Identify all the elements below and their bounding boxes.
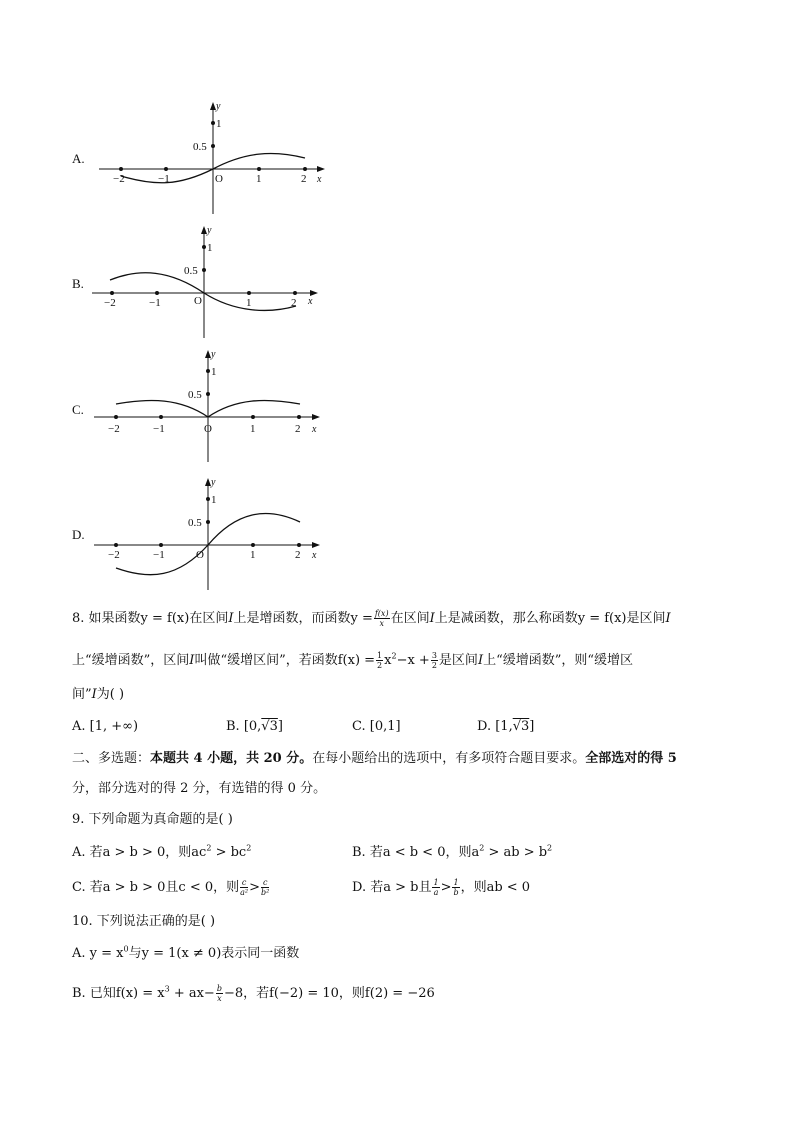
svg-text:−1: −1 [153,423,165,435]
x-tick-2: 2 [301,173,307,185]
y-axis-label: y [216,101,221,112]
svg-text:0.5: 0.5 [188,389,202,401]
svg-text:−2: −2 [108,423,120,435]
q10-stem: 10. 下列说法正确的是( ) [72,914,216,929]
graph-a [95,100,335,218]
svg-text:1: 1 [207,242,213,254]
svg-text:0.5: 0.5 [188,517,202,529]
svg-text:1: 1 [246,297,252,309]
svg-text:x: x [312,424,317,435]
x-axis-arrow [317,166,325,172]
svg-text:−2: −2 [104,297,116,309]
option-c-label: C. [72,402,84,417]
svg-text:O: O [194,295,202,307]
y-tick-05: 0.5 [193,141,207,153]
section2-line1: 二、多选题：本题共 4 小题，共 20 分。在每小题给出的选项中，有多项符合题目要求。全部选对的得 5 [72,751,677,766]
option-d-label: D. [72,527,85,542]
q8-choice-a: A. [1, +∞) [72,719,139,734]
section2-line2: 分，部分选对的得 2 分，有选错的得 0 分。 [72,781,327,796]
graph-d [90,476,330,594]
svg-text:1: 1 [211,494,217,506]
q9-option-c: C. 若a > b > 0且c < 0，则 $\frac{c}{\text{a²}}$ > $\frac{c}{\text{b²}}$ [72,878,270,897]
q8-line2: 上“缓增函数”，区间I叫做“缓增区间”，若函数f(x) = $\frac{1}{2}$ $x^2-x$ + $\frac{3}{2}$ 是区间I上“缓增函数”，则“缓增区 [72,651,634,670]
x-tick-neg2: −2 [113,173,125,185]
q8-choice-c: C. [0,1] [352,719,401,734]
y-tick-1: 1 [216,118,222,130]
q10-option-a: A. $y = x^0$与y = 1(x ≠ 0)表示同一函数 [72,944,300,961]
q8-choice-b: B. [0,√3] [226,719,283,734]
q8-choice-d: D. [1,√3] [477,719,535,734]
svg-text:1: 1 [250,549,256,561]
option-a-label: A. [72,151,85,166]
q8-line3: 间”I为( ) [72,687,125,702]
q9-option-d: D. 若a > b且 $\frac{1}{a}$ > $\frac{1}{b}$ ，则ab < 0 [352,878,531,897]
q9-option-b: B. 若a < b < 0，则$a^2$ > ab > $b^2$ [352,843,553,860]
svg-text:−2: −2 [108,549,120,561]
q8-line1: 8. 如果函数y = f(x)在区间I上是增函数，而函数y = $\frac{f(x)}{x}$ 在区间I上是减函数，那么称函数y = f(x)是区间I [72,609,671,628]
svg-text:x: x [312,550,317,561]
svg-text:1: 1 [211,366,217,378]
svg-text:−1: −1 [149,297,161,309]
svg-text:2: 2 [295,423,301,435]
curve-b [110,273,296,311]
x-tick-1: 1 [256,173,262,185]
svg-text:x: x [308,296,313,307]
x-tick-neg1: −1 [158,173,170,185]
svg-text:y: y [211,349,216,360]
svg-text:0.5: 0.5 [184,265,198,277]
x-axis-label: x [317,174,322,185]
svg-text:−1: −1 [153,549,165,561]
q9-option-a: A. 若a > b > 0，则$ac^2 > bc^2$ [72,843,252,860]
svg-text:2: 2 [295,549,301,561]
fraction-fx-over-x: $\frac{f(x)}{x}$ [374,609,389,628]
graph-c [90,348,330,466]
q10-option-b: B. 已知$f(x) = x^3 + ax-$ $\frac{b}{x}$ −8，若f(−2) = 10，则f(2) = −26 [72,984,435,1003]
svg-text:O: O [204,423,212,435]
svg-text:2: 2 [291,297,297,309]
q9-stem: 9. 下列命题为真命题的是( ) [72,812,233,827]
svg-text:y: y [211,477,216,488]
graph-b [88,224,328,342]
svg-text:O: O [196,549,204,561]
option-b-label: B. [72,276,84,291]
origin-label: O [215,173,223,185]
svg-text:y: y [207,225,212,236]
svg-text:1: 1 [250,423,256,435]
